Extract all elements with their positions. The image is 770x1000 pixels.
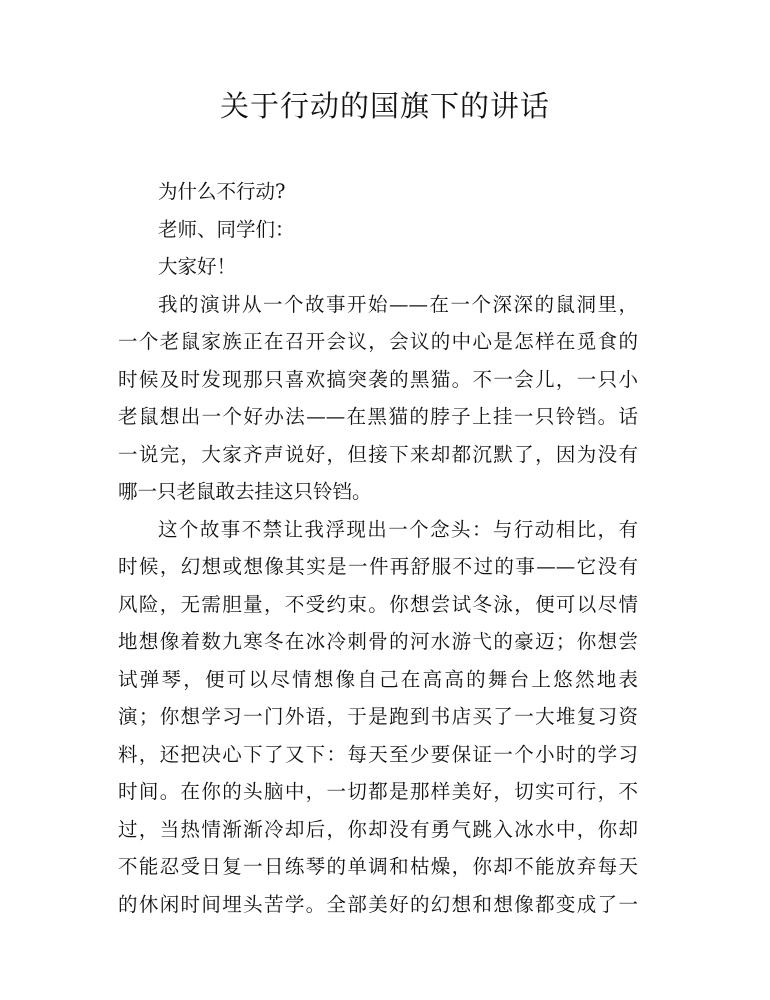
text-line: 一个老鼠家族正在召开会议，会议的中心是怎样在觅食的 (118, 330, 638, 353)
text-line: 试弹琴，便可以尽情想像自己在高高的舞台上悠然地表 (118, 667, 638, 691)
text-line: 时候及时发现那只喜欢搞突袭的黑猫。不一会儿，一只小 (118, 367, 638, 391)
document-body (118, 173, 638, 923)
text-line: 老鼠想出一个好办法——在黑猫的脖子上挂一只铃铛。话 (118, 405, 638, 428)
text-line: 我的演讲从一个故事开始——在一个深深的鼠洞里， (158, 292, 638, 316)
text-line: 不能忍受日复一日练琴的单调和枯燥，你却不能放弃每天 (118, 855, 638, 878)
text-line: 一说完，大家齐声说好，但接下来却都沉默了，因为没有 (118, 442, 638, 466)
text-line: 哪一只老鼠敢去挂这只铃铛。 (118, 480, 372, 503)
text-line: 时候，幻想或想像其实是一件再舒服不过的事——它没有 (118, 555, 638, 578)
text-line: 的休闲时间埋头苦学。全部美好的幻想和想像都变成了一 (118, 892, 638, 916)
page-title: 关于行动的国旗下的讲话 (219, 89, 550, 123)
text-line: 大家好！ (158, 255, 237, 278)
text-line: 地想像着数九寒冬在冰冷刺骨的河水游弋的豪迈；你想尝 (118, 630, 638, 653)
text-line: 为什么不行动? (158, 180, 286, 203)
text-line: 老师、同学们： (158, 217, 295, 241)
text-line: 这个故事不禁让我浮现出一个念头：与行动相比，有 (158, 517, 638, 541)
text-line: 料，还把决心下了又下：每天至少要保证一个小时的学习 (118, 742, 638, 766)
text-line: 过，当热情渐渐冷却后，你却没有勇气跳入冰水中，你却 (118, 817, 638, 841)
text-line: 风险，无需胆量，不受约束。你想尝试冬泳，便可以尽情 (118, 592, 638, 616)
text-line: 时间。在你的头脑中，一切都是那样美好，切实可行，不 (118, 780, 638, 803)
text-line: 演；你想学习一门外语，于是跑到书店买了一大堆复习资 (118, 705, 638, 728)
